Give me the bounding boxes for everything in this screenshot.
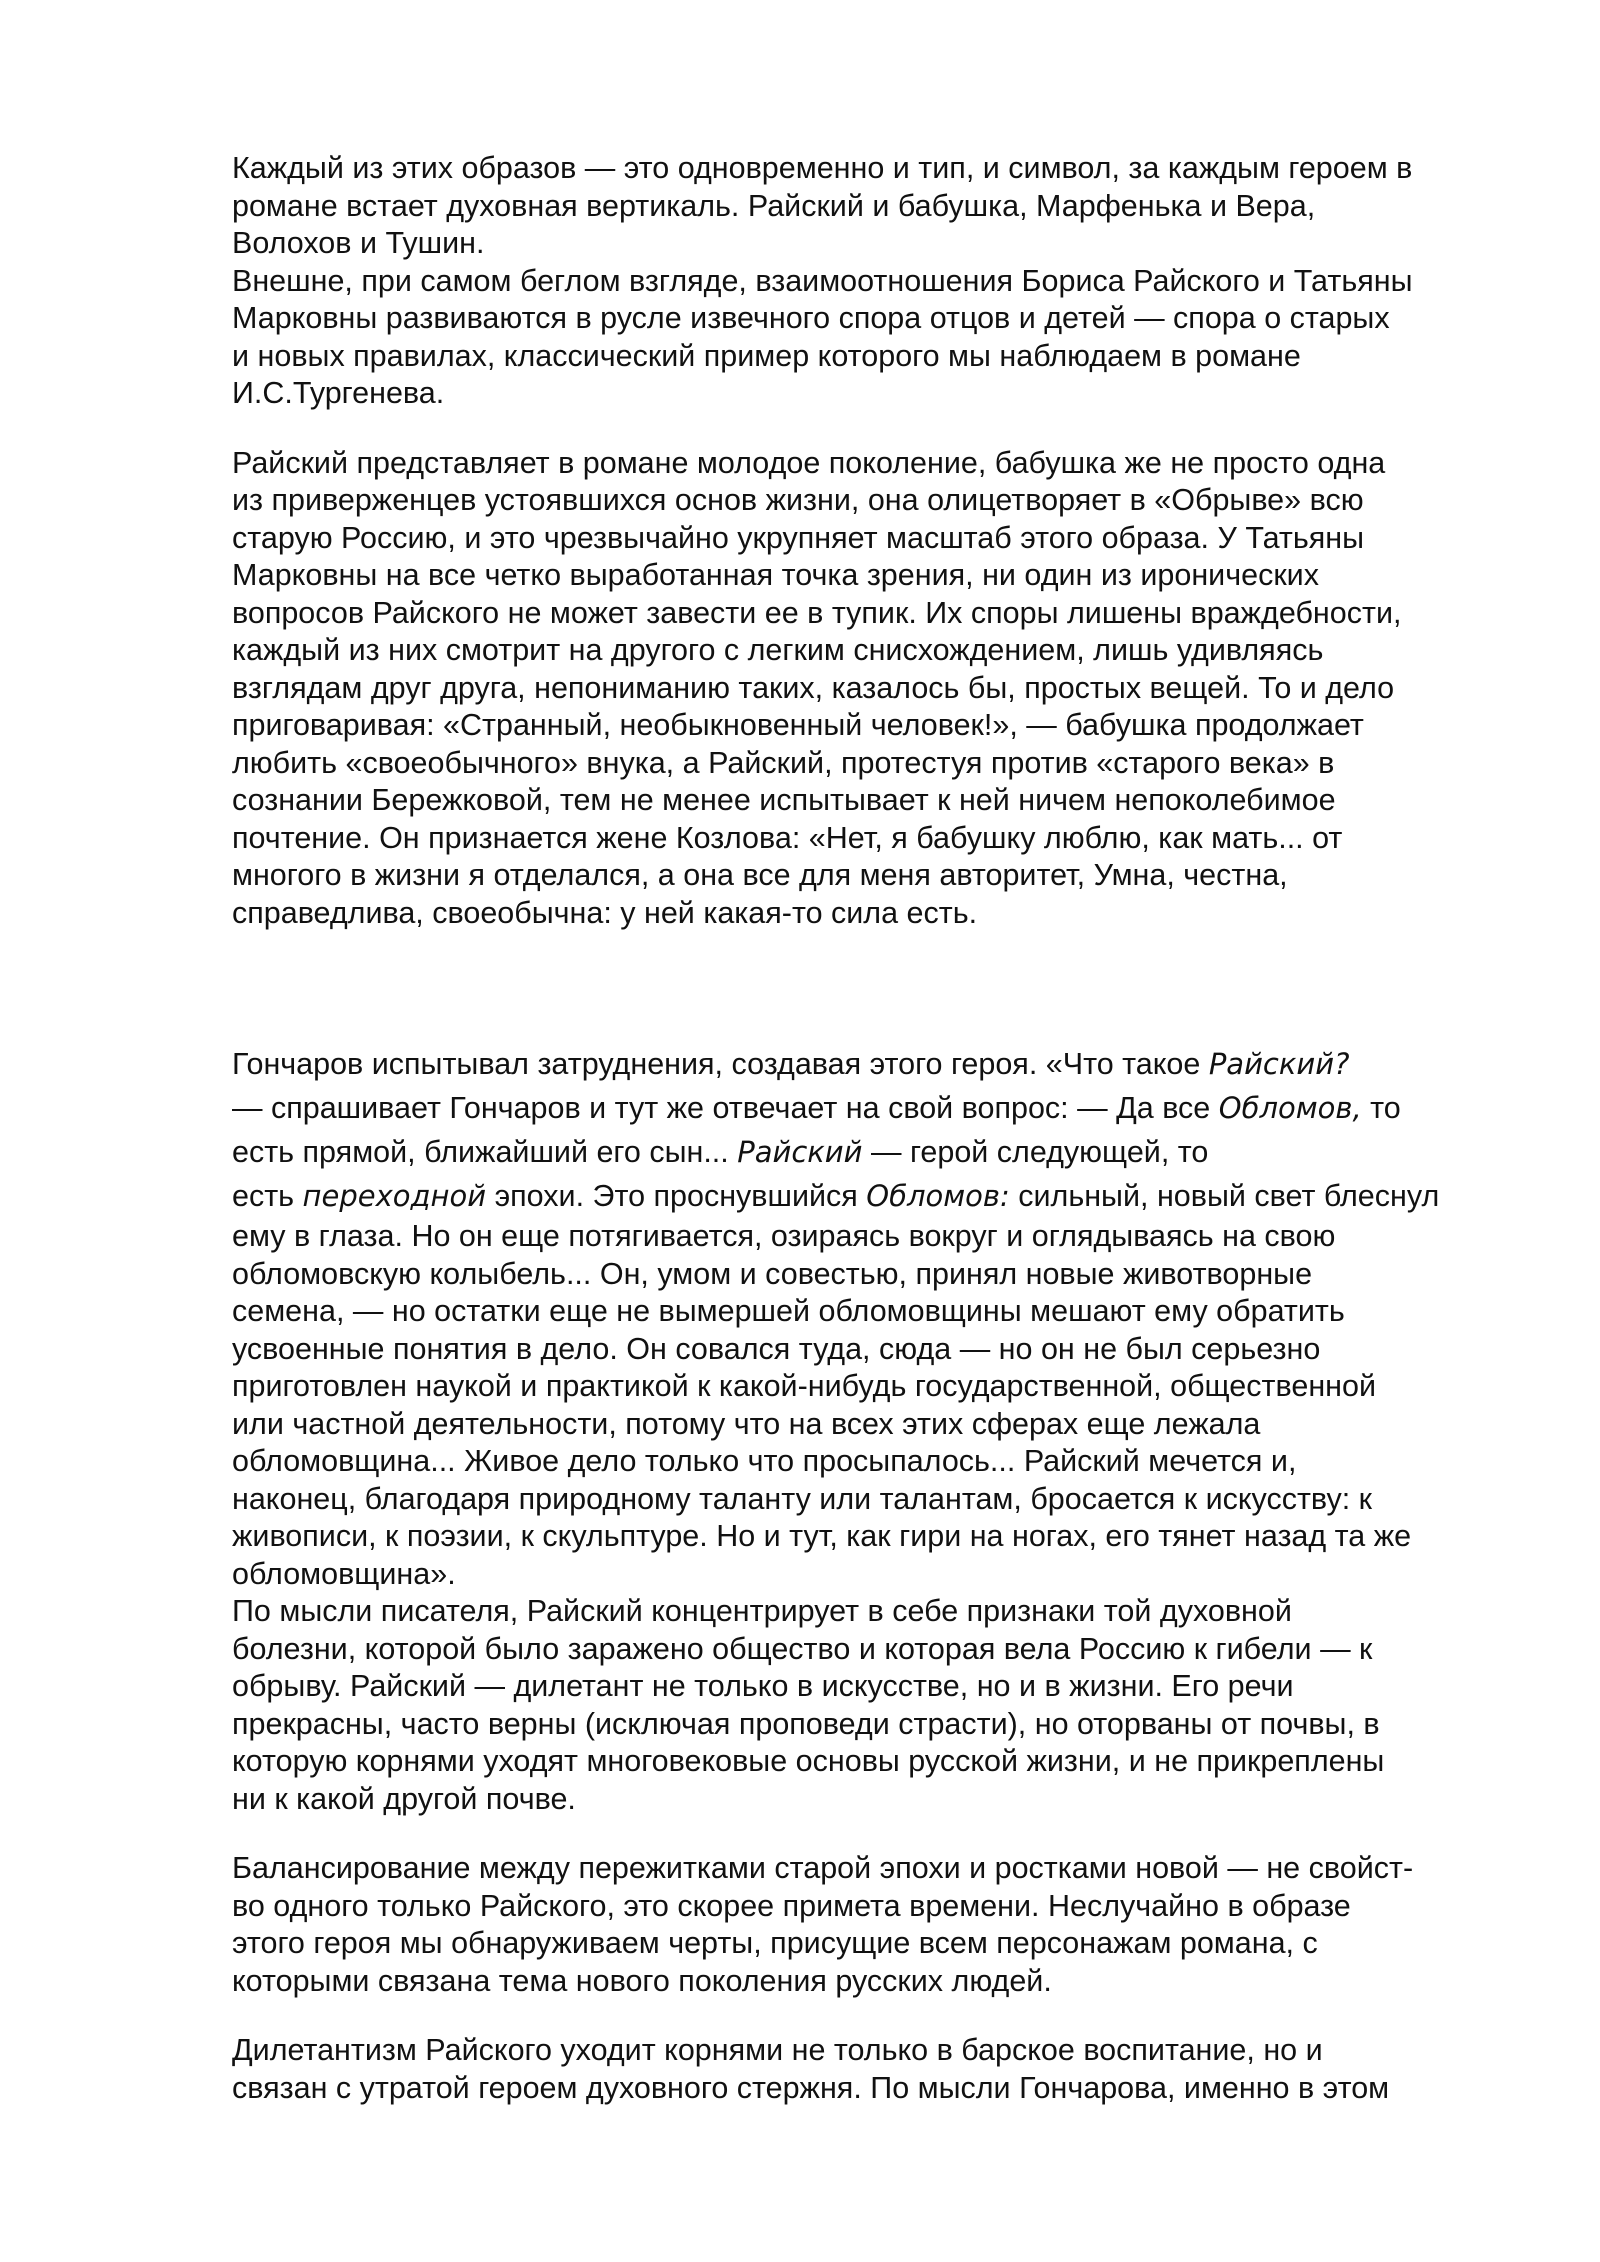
- text-line: Волохов и Тушин.: [232, 226, 485, 260]
- text-line: Дилетантизм Райского уходит корнями не только в барское воспитание, но и: [232, 2033, 1323, 2067]
- text-line: По мысли писателя, Райский концентрирует в себе признаки той духовной: [232, 1594, 1292, 1628]
- paragraph-spacer: [232, 1818, 1532, 1850]
- paragraph-images-and-symbols: [232, 150, 1532, 413]
- text-line: обломовщина... Живое дело только что просыпалось... Райский мечется и,: [232, 1444, 1297, 1478]
- italic-run: переходной: [302, 1179, 487, 1213]
- text-line: семена, — но остатки еще не вымершей обломовщины мешают ему обратить: [232, 1294, 1345, 1328]
- text-line: И.С.Тургенева.: [232, 376, 445, 410]
- text-line: любить «своеобычного» внука, а Райский, протестуя против «старого века» в: [232, 745, 1335, 780]
- text-run: Гончаров испытывал затруднения, создавая этого героя. «Что такое: [232, 1047, 1209, 1081]
- text-line: прекрасны, часто верны (исключая проповеди страсти), но оторваны от почвы, в: [232, 1706, 1380, 1741]
- paragraph-dilettantism: [232, 2032, 1532, 2107]
- paragraph-raisky-and-grandmother: [232, 445, 1532, 933]
- italic-run: Райский?: [1208, 1047, 1350, 1081]
- text-run: есть прямой, ближайший его сын...: [232, 1135, 738, 1169]
- text-line: ни к какой другой почве.: [232, 1781, 576, 1816]
- text-line: или частной деятельности, потому что на всех этих сферах еще лежала: [232, 1406, 1261, 1441]
- text-line: связан с утратой героем духовного стержня. По мысли Гончарова, именно в этом: [232, 2070, 1390, 2105]
- text-line: взглядам друг друга, непониманию таких, казалось бы, простых вещей. То и дело: [232, 670, 1395, 705]
- text-line: из приверженцев устоявшихся основ жизни, она олицетворяет в «Обрыве» всю: [232, 483, 1364, 517]
- text-run: есть: [232, 1179, 303, 1213]
- paragraph-balancing: [232, 1850, 1532, 2000]
- document-page: [232, 150, 1532, 2107]
- text-line: Марковны развиваются в русле извечного спора отцов и детей — спора о старых: [232, 301, 1390, 335]
- text-line: [232, 1086, 1532, 1130]
- text-line: во одного только Райского, это скорее примета времени. Неслучайно в образе: [232, 1888, 1351, 1923]
- italic-run: Обломов,: [1218, 1091, 1362, 1125]
- text-line: [232, 1042, 1532, 1086]
- text-line: этого героя мы обнаруживаем черты, присущие всем персонажам романа, с: [232, 1926, 1318, 1960]
- text-line: каждый из них смотрит на другого с легким снисхождением, лишь удивляясь: [232, 633, 1324, 667]
- text-line: вопросов Райского не может завести ее в тупик. Их споры лишены враждебности,: [232, 595, 1402, 630]
- text-line: обрыву. Райский — дилетант не только в искусстве, но и в жизни. Его речи: [232, 1669, 1294, 1703]
- text-line: сознании Бережковой, тем не менее испытывает к ней ничем непоколебимое: [232, 783, 1336, 817]
- text-run: — спрашивает Гончаров и тут же отвечает на свой вопрос: — Да все: [232, 1091, 1219, 1125]
- text-line: и новых правилах, классический пример которого мы наблюдаем в романе: [232, 338, 1301, 373]
- text-line: Марковны на все четко выработанная точка зрения, ни один из иронических: [232, 558, 1319, 592]
- text-line: обломовщина».: [232, 1556, 456, 1591]
- text-line: усвоенные понятия в дело. Он совался туда, сюда — но он не был серьезно: [232, 1331, 1321, 1366]
- paragraph-spacer: [232, 2000, 1532, 2032]
- text-line: болезни, которой было заражено общество и которая вела Россию к гибели — к: [232, 1631, 1373, 1666]
- text-line: Каждый из этих образов — это одновременно и тип, и символ, за каждым героем в: [232, 151, 1413, 185]
- text-run: то: [1361, 1091, 1401, 1125]
- paragraph-goncharov-quote: [232, 1042, 1532, 1818]
- text-line: наконец, благодаря природному таланту или талантам, бросается к искусству: к: [232, 1481, 1372, 1516]
- text-line: обломовскую колыбель... Он, умом и совестью, принял новые животворные: [232, 1256, 1313, 1291]
- text-line: старую Россию, и это чрезвычайно укрупняет масштаб этого образа. У Татьяны: [232, 520, 1365, 555]
- italic-run: Райский: [737, 1135, 863, 1169]
- text-run: сильный, новый свет блеснул: [1009, 1179, 1440, 1213]
- paragraph-spacer: [232, 932, 1532, 1042]
- text-line: справедлива, своеобычна: у ней какая-то сила есть.: [232, 895, 978, 930]
- text-line: [232, 1174, 1532, 1218]
- text-line: которую корнями уходят многовековые основы русской жизни, и не прикреплены: [232, 1744, 1385, 1778]
- text-line: приговаривая: «Странный, необыкновенный человек!», — бабушка продолжает: [232, 708, 1364, 742]
- text-line: приготовлен наукой и практикой к какой-нибудь государственной, общественной: [232, 1369, 1377, 1403]
- text-line: [232, 1130, 1532, 1174]
- text-line: которыми связана тема нового поколения русских людей.: [232, 1963, 1052, 1998]
- text-line: почтение. Он признается жене Козлова: «Нет, я бабушку люблю, как мать... от: [232, 820, 1343, 855]
- text-run: эпохи. Это проснувшийся: [486, 1179, 867, 1213]
- text-line: Райский представляет в романе молодое поколение, бабушка же не просто одна: [232, 445, 1386, 480]
- italic-run: Обломов:: [866, 1179, 1010, 1213]
- text-run: — герой следующей, то: [862, 1135, 1209, 1169]
- text-line: Внешне, при самом беглом взгляде, взаимоотношения Бориса Райского и Татьяны: [232, 263, 1413, 298]
- paragraph-spacer: [232, 413, 1532, 445]
- text-line: ему в глаза. Но он еще потягивается, озираясь вокруг и оглядываясь на свою: [232, 1219, 1336, 1253]
- text-line: живописи, к поэзии, к скульптуре. Но и тут, как гири на ногах, его тянет назад та же: [232, 1519, 1412, 1553]
- text-line: романе встает духовная вертикаль. Райский и бабушка, Марфенька и Вера,: [232, 188, 1316, 223]
- text-line: Балансирование между пережитками старой эпохи и ростками новой — не свойст-: [232, 1851, 1414, 1885]
- text-line: многого в жизни я отделался, а она все для меня авторитет, Умна, честна,: [232, 858, 1288, 892]
